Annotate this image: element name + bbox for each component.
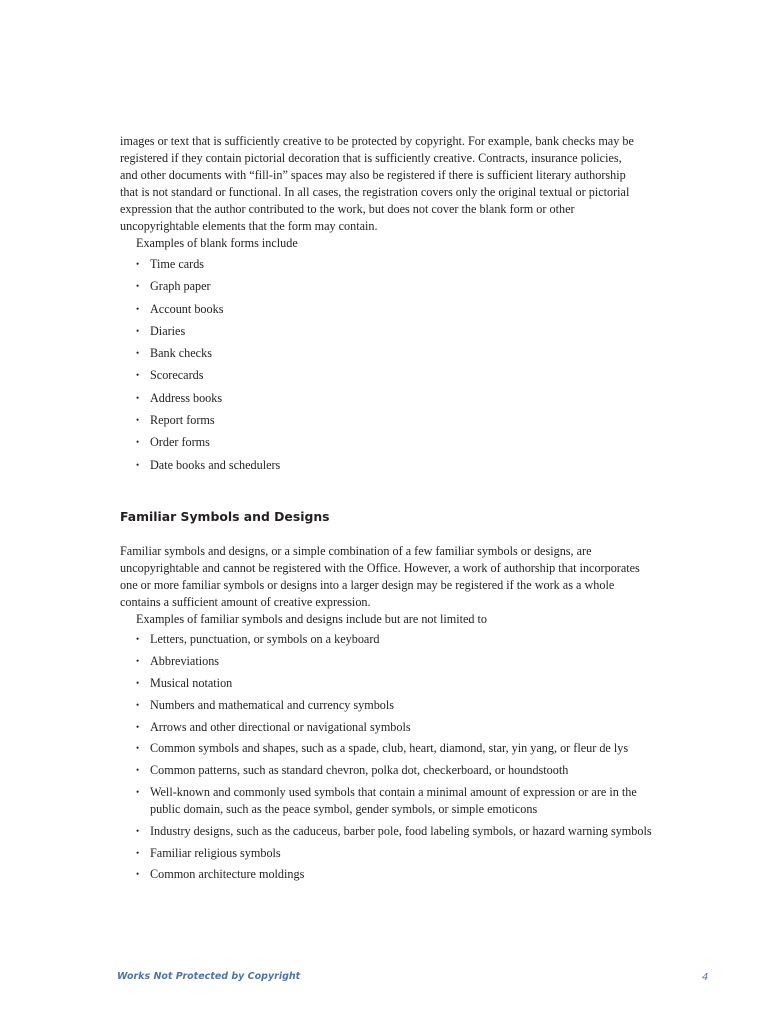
list-item [136, 740, 656, 757]
bullet-icon: • [136, 869, 140, 880]
bullet-icon: • [136, 281, 140, 292]
list-item-text: Date books and schedulers [150, 457, 281, 472]
page-number: 4 [702, 972, 709, 983]
list-item [136, 390, 656, 407]
list-item [136, 457, 656, 474]
bullet-icon: • [136, 392, 140, 403]
list-item [136, 866, 656, 883]
bullet-icon: • [136, 259, 140, 269]
list-item-text: Familiar religious symbols [150, 845, 281, 860]
bullet-icon: • [136, 415, 140, 426]
list-item-text: Report forms [150, 413, 215, 428]
symbols-lead: Examples of familiar symbols and designs include but are not limited to [136, 612, 487, 626]
list-item-text: Industry designs, such as the caduceus, barber pole, food labeling symbols, or hazard warning symbols [150, 823, 652, 838]
list-item [136, 345, 656, 362]
list-item [136, 845, 656, 862]
footer-title: Works Not Protected by Copyright [117, 971, 301, 982]
list-item-text: Common patterns, such as standard chevron, polka dot, checkerboard, or houndstooth [150, 763, 569, 778]
list-item [136, 367, 656, 384]
list-item-text: Musical notation [150, 675, 233, 690]
list-item-text: Address books [150, 390, 223, 405]
bullet-icon: • [136, 459, 140, 470]
list-item-text: Arrows and other directional or navigational symbols [150, 719, 411, 734]
list-item-text: Abbreviations [150, 653, 220, 668]
list-item-text: Letters, punctuation, or symbols on a keyboard [150, 632, 380, 646]
list-item-text: Time cards [150, 257, 205, 271]
intro-paragraph: images or text that is sufficiently creative to be protected by copyright. For example, bank checks may be registered if they contain pictorial decoration that is sufficiently creative. Contracts, insurance policies, and other documents with “fill-in” spaces may also be registered if there is sufficient literary authorship that is not standard or functional. In all cases, the registration covers only the original textual or pictorial expression that the author contributed to the work, but does not cover the blank form or other uncopyrightable elements that the form may contain. [120, 134, 634, 233]
list-item [136, 719, 656, 736]
list-item [136, 434, 656, 451]
list-item-text: Bank checks [150, 346, 212, 361]
bullet-icon: • [136, 721, 140, 732]
list-item [136, 784, 656, 817]
list-item [136, 762, 656, 779]
bullet-icon: • [136, 787, 140, 798]
bullet-icon: • [136, 847, 140, 858]
list-item-text: Scorecards [150, 368, 204, 383]
list-item [136, 823, 656, 840]
bullet-icon: • [136, 348, 140, 359]
list-item-text: Order forms [150, 435, 210, 450]
bullet-icon: • [136, 825, 140, 836]
list-item-text: Diaries [150, 323, 186, 338]
bullet-icon: • [136, 699, 140, 710]
bullet-icon: • [136, 743, 140, 754]
bullet-icon: • [136, 765, 140, 776]
list-item-text: Common architecture moldings [150, 867, 305, 882]
blank-forms-list [136, 256, 656, 479]
bullet-icon: • [136, 370, 140, 381]
bullet-icon: • [136, 437, 140, 448]
list-item [136, 675, 656, 692]
list-item [136, 256, 656, 273]
list-item [136, 631, 656, 648]
bullet-icon: • [136, 677, 140, 688]
list-item-text: Account books [150, 301, 224, 316]
bullet-icon: • [136, 303, 140, 314]
list-item [136, 653, 656, 670]
list-item-text: Common symbols and shapes, such as a spade, club, heart, diamond, star, yin yang, or fleur de lys [150, 741, 629, 756]
symbols-paragraph: Familiar symbols and designs, or a simple combination of a few familiar symbols or designs, are uncopyrightable and cannot be registered with the Office. However, a work of authorship that incorporates one or more familiar symbols or designs into a larger design may be registered if the work as a whole contains a sufficient amount of creative expression. [120, 544, 640, 609]
section-heading: Familiar Symbols and Designs [120, 509, 330, 524]
bullet-icon: • [136, 325, 140, 336]
list-item [136, 697, 656, 714]
bullet-icon: • [136, 655, 140, 666]
list-item-text: Numbers and mathematical and currency symbols [150, 697, 395, 712]
symbols-list [136, 631, 656, 888]
list-item [136, 278, 656, 295]
list-item [136, 412, 656, 429]
blank-forms-lead: Examples of blank forms include [136, 236, 298, 250]
list-item-text: Well-known and commonly used symbols that contain a minimal amount of expression or are in the public domain, such as the peace symbol, gender symbols, or simple emoticons [150, 785, 637, 816]
bullet-icon: • [136, 634, 140, 644]
list-item-text: Graph paper [150, 279, 211, 294]
list-item [136, 301, 656, 318]
list-item [136, 323, 656, 340]
